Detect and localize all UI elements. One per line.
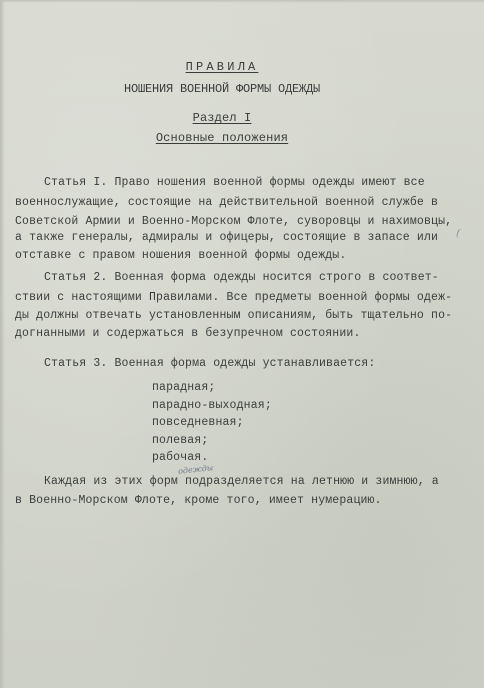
article2-line: догнанными и содержаться в безупречном состоянии.: [15, 327, 361, 340]
section-title: Основные положения: [155, 131, 289, 145]
article1-line: Статья I. Право ношения военной формы одежды имеют все: [44, 176, 425, 189]
pencil-margin-mark: [456, 228, 466, 240]
article3-closing-line: в Военно-Морском Флоте, кроме того, имеет нумерацию.: [15, 494, 382, 507]
document-subtitle: НОШЕНИЯ ВОЕННОЙ ФОРМЫ ОДЕЖДЫ: [123, 82, 321, 96]
article1-line: а также генералы, адмиралы и офицеры, состоящие в запасе или: [15, 231, 439, 244]
document-title: ПРАВИЛА: [185, 60, 259, 74]
uniform-type-item: парадная;: [152, 381, 216, 394]
section-number: Раздел I: [192, 111, 252, 125]
uniform-type-item: повседневная;: [152, 416, 244, 429]
article3-intro: Статья 3. Военная форма одежды устанавливается:: [44, 357, 376, 370]
handwritten-insertion-note: одежды: [177, 463, 214, 476]
uniform-type-item: парадно-выходная;: [152, 399, 272, 412]
article1-line: Советской Армии и Военно-Морском Флоте, суворовцы и нахимовцы,: [15, 215, 453, 228]
article2-line: ствии с настоящими Правилами. Все предметы военной формы одеж-: [15, 291, 453, 304]
uniform-type-item: полевая;: [152, 434, 209, 447]
article1-line: военнослужащие, состоящие на действительной военной службе в: [15, 196, 439, 209]
article2-line: ды должны отвечать установленным описаниям, быть тщательно по-: [15, 309, 453, 322]
page-edge-top: [0, 0, 484, 3]
page-edge-left: [0, 0, 5, 688]
article3-closing-line: Каждая из этих форм подразделяется на летнюю и зимнюю, а: [44, 475, 439, 488]
uniform-type-item: рабочая.: [152, 451, 209, 464]
article1-line: отставке с правом ношения военной формы одежды.: [15, 249, 347, 262]
article2-line: Статья 2. Военная форма одежды носится строго в соответ-: [44, 271, 439, 284]
